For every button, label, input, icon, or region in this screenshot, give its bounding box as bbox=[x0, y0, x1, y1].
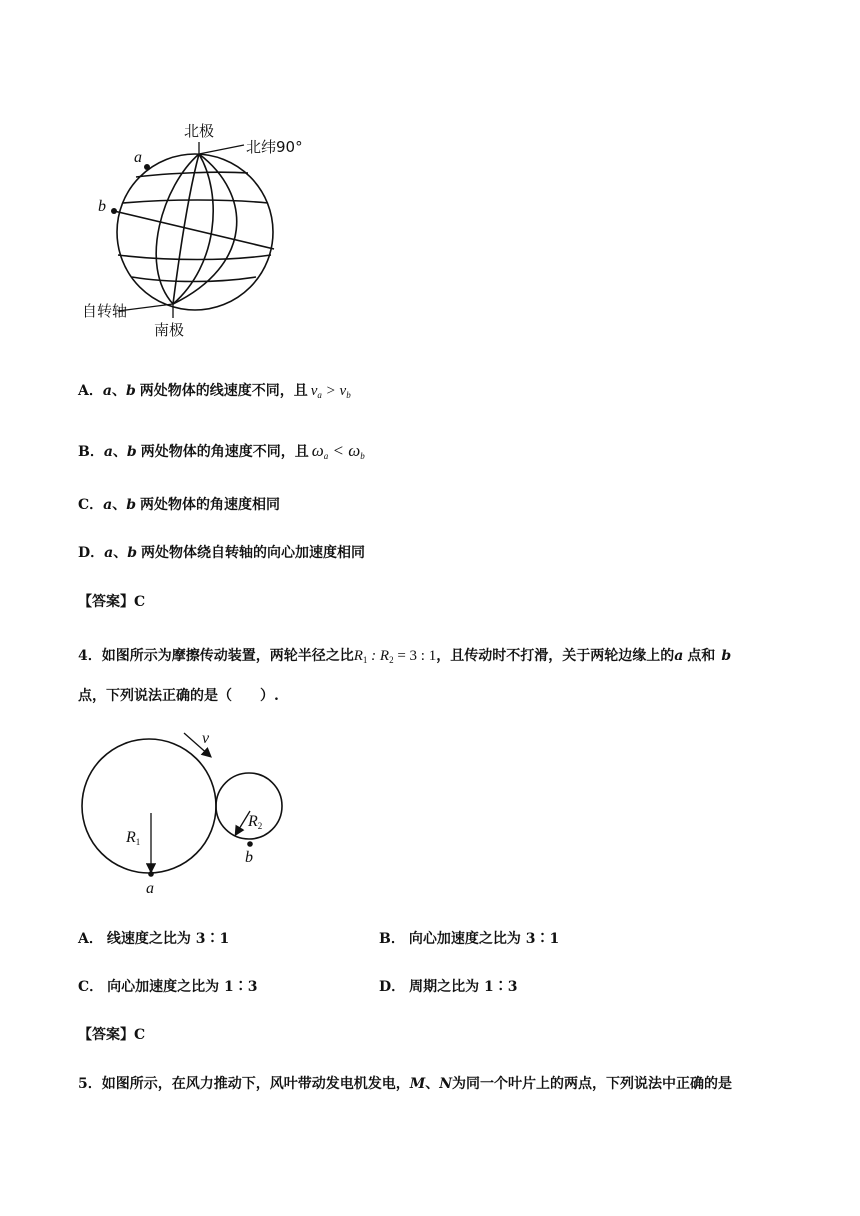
lat90-pointer bbox=[199, 145, 244, 154]
q4-option-b[interactable]: B． 向心加速度之比为 3∶1 bbox=[379, 931, 560, 947]
point-a-dot bbox=[148, 871, 154, 877]
q4-option-c[interactable]: C． 向心加速度之比为 1∶3 bbox=[78, 979, 258, 995]
south-pole-label: 南极 bbox=[154, 321, 185, 339]
latitude bbox=[114, 211, 274, 249]
q3-option-d[interactable]: D．a、b 两处物体绕自转轴的向心加速度相同 bbox=[78, 545, 366, 561]
latitude bbox=[123, 200, 268, 203]
v-label: v bbox=[202, 730, 210, 747]
ratio-math: $R_1$ : $R_2 = 3$ : 1 bbox=[353, 648, 437, 665]
q4-stem-line2: 点，下列说法正确的是（ ）. bbox=[78, 688, 279, 704]
globe-outline bbox=[117, 154, 273, 310]
q4-option-d[interactable]: D． 周期之比为 1∶3 bbox=[379, 979, 518, 995]
point-b-label: b bbox=[98, 198, 106, 215]
q5-stem: 5．如图所示，在风力推动下，风叶带动发电机发电，M、N为同一个叶片上的两点，下列说法中正确的是 bbox=[78, 1076, 733, 1092]
a-label: a bbox=[146, 880, 154, 897]
point-a-label: a bbox=[134, 149, 142, 166]
q3-option-b[interactable]: B．a、b 两处物体的角速度不同，且 $\omega_a < \omega_b$ bbox=[78, 441, 365, 461]
r2-label: $R_2$ bbox=[248, 813, 263, 831]
big-wheel bbox=[82, 739, 216, 873]
b-label: b bbox=[245, 849, 253, 866]
q3-option-c[interactable]: C．a、b 两处物体的角速度相同 bbox=[78, 497, 281, 513]
point-b-dot bbox=[111, 208, 117, 214]
math-omega: $\omega_a < \omega_b$ bbox=[311, 441, 365, 461]
q3-option-a[interactable]: A．a、b 两处物体的线速度不同，且 $v_a > v_b$ bbox=[78, 383, 351, 400]
q4-stem-line1: 4．如图所示为摩擦传动装置，两轮半径之比$R_1$ : $R_2 = 3$ : 1，且传动时不打滑，关于两轮边缘上的a 点和 b bbox=[78, 648, 732, 665]
point-b-dot bbox=[247, 841, 253, 847]
q4-option-a[interactable]: A． 线速度之比为 3∶1 bbox=[78, 931, 230, 947]
latitude bbox=[136, 172, 248, 177]
math-va: $v_a > v_b$ bbox=[310, 383, 351, 400]
q3-answer: 【答案】C bbox=[78, 594, 146, 610]
wheels-figure bbox=[78, 725, 298, 905]
north-lat-label: 北纬90° bbox=[246, 138, 303, 156]
latitude bbox=[118, 255, 271, 260]
wheels-diagram bbox=[78, 725, 298, 905]
r1-label: $R_1$ bbox=[126, 829, 141, 847]
point-a-dot bbox=[144, 164, 150, 170]
globe-diagram bbox=[78, 115, 338, 345]
q4-answer: 【答案】C bbox=[78, 1027, 146, 1043]
north-pole-label: 北极 bbox=[184, 122, 215, 140]
axis-label: 自转轴 bbox=[82, 302, 128, 320]
